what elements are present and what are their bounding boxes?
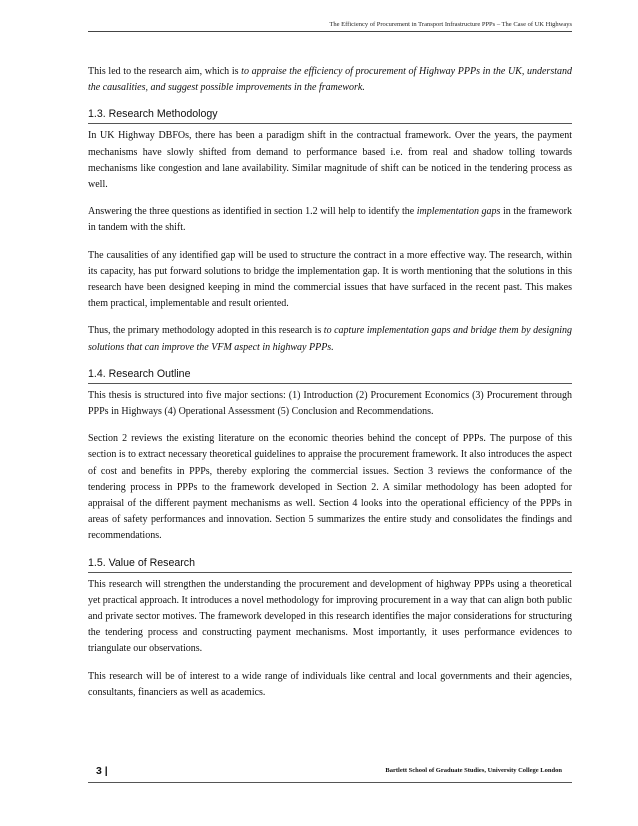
intro-aim: to appraise the efficiency of procurement of Highway PPPs in the UK, understand the causalities, and suggest possible improvements in the framework.	[88, 66, 572, 94]
page-footer	[88, 765, 572, 781]
methodology-paragraph-2	[88, 204, 572, 236]
outline-paragraph-1: This thesis is structured into five major sections: (1) Introduction (2) Procurement Economics (3) Procurement through PPPs in Highways (4) Operational Assessment (5) Conclusion and Recommendations.	[88, 389, 572, 418]
primary-methodology: to capture implementation gaps and bridge them by designing solutions that can improve the VFM aspect in highway PPPs.	[88, 325, 572, 353]
intro-text: This led to the research aim, which is	[88, 66, 242, 77]
value-paragraph-2: This research will be of interest to a wide range of individuals like central and local governments and their agencies, consultants, financiers as well as academics.	[88, 670, 572, 698]
heading-research-outline: 1.4. Research Outline	[88, 367, 572, 384]
section-research-outline	[88, 367, 572, 545]
heading-value-of-research: 1.5. Value of Research	[88, 556, 572, 573]
footer-rule	[88, 782, 572, 783]
methodology-paragraph-1: In UK Highway DBFOs, there has been a paradigm shift in the contractual framework. Over the years, the payment mechanisms have slowly shifted from demand to performance based i.e. from real and shadow tolling towards mechanisms like congestion and lane availability. Similar magnitude of shift can be noticed in the tendering process as well.	[88, 130, 572, 191]
header-title: The Efficiency of Procurement in Transport Infrastructure PPPs – The Case of UK Highways	[329, 21, 572, 28]
methodology-paragraph-3: The causalities of any identified gap will be used to structure the contract in a more effective way. The research, within its capacity, has put forward solutions to bridge the implementation gap. It is worth mentioning that the solutions in this research have been designed keeping in mind the commercial issues that have surfaced in the recent past. This makes them practical, implementable and result oriented.	[88, 249, 572, 310]
methodology-paragraph-4	[88, 323, 572, 355]
section-research-methodology	[88, 107, 572, 355]
methodology-p4-text: Thus, the primary methodology adopted in this research is	[88, 325, 324, 337]
implementation-gaps-term: implementation gaps	[416, 206, 501, 218]
header-rule	[88, 31, 572, 32]
intro-paragraph	[88, 64, 572, 96]
page-number: 3 |	[96, 765, 108, 777]
heading-research-methodology: 1.3. Research Methodology	[88, 107, 572, 124]
footer-institution: Bartlett School of Graduate Studies, University College London	[385, 767, 562, 774]
page-content	[88, 64, 572, 712]
methodology-p2-end: in the framework in tandem with the shift.	[88, 206, 572, 234]
methodology-p2-text: Answering the three questions as identified in section 1.2 will help to identify the	[88, 206, 417, 218]
outline-paragraph-2: Section 2 reviews the existing literature on the economic theories behind the concept of PPPs. The purpose of this section is to extract necessary theoretical guidelines to appraise the procurement framework. It also introduces the aspect of cost and benefits in PPPs, thereby exploring the commercial issues. Section 3 reviews the conformance of the tendering process in PPPs to the framework developed in Section 2. A similar methodology has been adopted for appraisal of the different payment mechanisms as well. Section 4 looks into the operational efficiency of the PPPs in areas of safety performances and innovation. Section 5 summarizes the entire study and consolidates the findings and recommendations.	[88, 433, 572, 542]
value-paragraph-1: This research will strengthen the understanding the procurement and development of highway PPPs using a theoretical yet practical approach. It introduces a novel methodology for improving procurement in a way that can align both public and private sector motives. The framework developed in this research identifies the major considerations for structuring the tendering process and constructing payment mechanisms. Most importantly, it uses performance evidences to triangulate our observations.	[88, 578, 572, 655]
section-value-of-research	[88, 556, 572, 701]
